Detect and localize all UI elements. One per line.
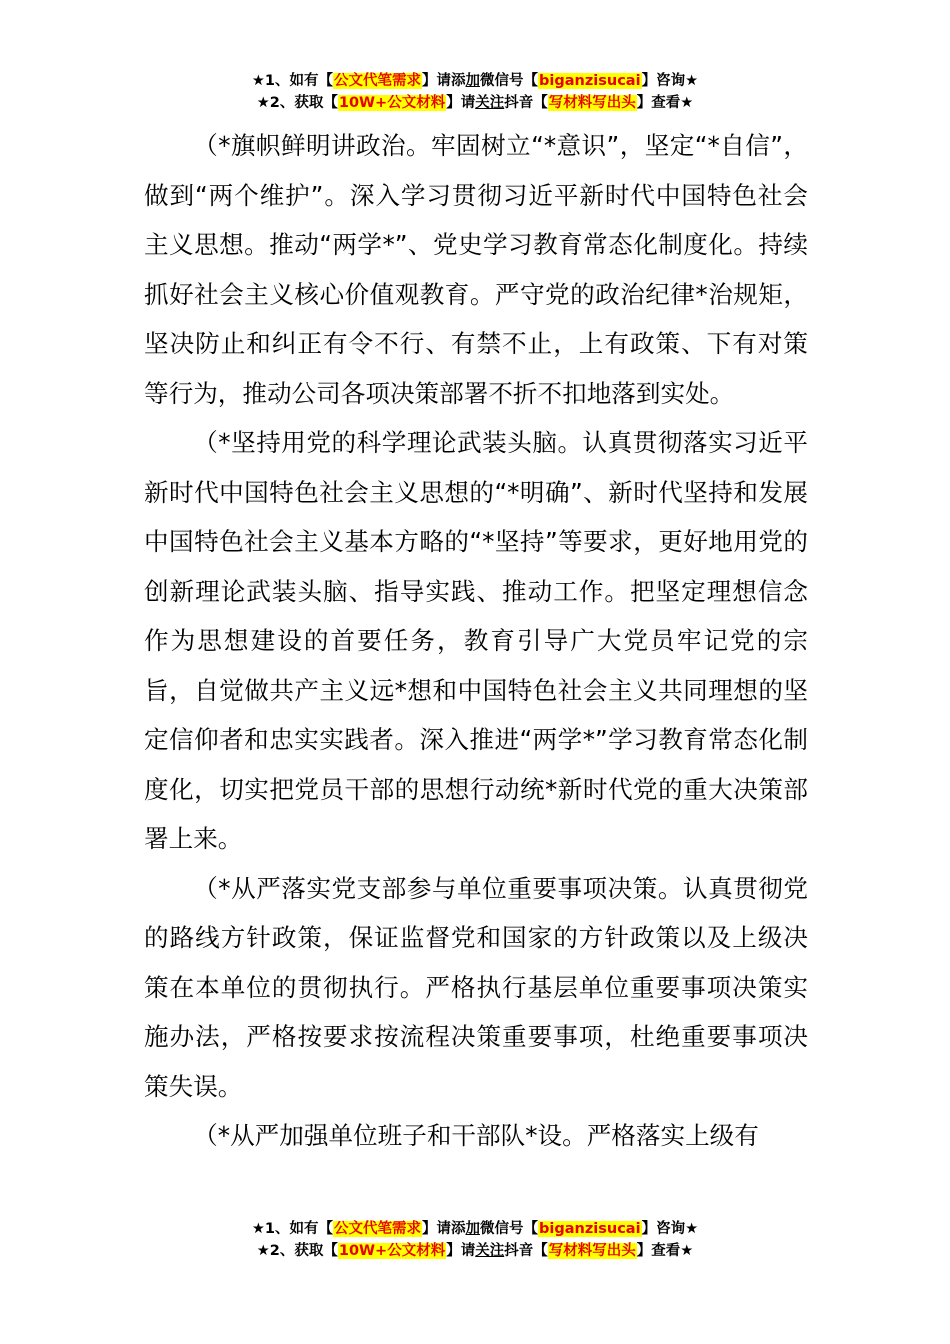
paragraph: （*旗帜鲜明讲政治。牢固树立“*意识”，坚定“*自信”，做到“两个维护”。深入学习贯彻习近平新时代中国特色社会主义思想。推动“两学*”、党史学习教育常态化制度化。持续抓好社会主义核心价值观教育。严守党的政治纪律*治规矩，坚决防止和纠正有令不行、有禁不止，上有政策、下有对策等行为，推动公司各项决策部署不折不扣地落到实处。 (144, 131, 808, 408)
banner-line-2 (0, 1240, 950, 1262)
banner-text: 】请 (446, 95, 476, 111)
banner-line-1 (0, 1218, 950, 1240)
document-body (144, 121, 808, 1161)
banner-underline: 加 (465, 1221, 481, 1237)
banner-highlight: 10W+公文材料 (338, 95, 446, 111)
banner-highlight: 写材料写出头 (548, 95, 636, 111)
banner-underline: 关注 (475, 1243, 505, 1259)
banner-text: 】咨询★ (641, 73, 699, 89)
banner-text: ★1、如有【 (251, 73, 334, 89)
paragraph: （*坚持用党的科学理论武装头脑。认真贯彻落实习近平新时代中国特色社会主义思想的“*明确”、新时代坚持和发展中国特色社会主义基本方略的“*坚持”等要求，更好地用党的创新理论武装头脑、指导实践、推动工作。把坚定理想信念作为思想建设的首要任务，教育引导广大党员牢记党的宗旨，自觉做共产主义远*想和中国特色社会主义共同理想的坚定信仰者和忠实实践者。深入推进“两学*”学习教育常态化制度化，切实把党员干部的思想行动统*新时代党的重大决策部署上来。 (144, 428, 808, 853)
banner-text: 微信号【 (480, 73, 539, 89)
banner-text: ★2、获取【 (256, 1243, 338, 1259)
footer-banner (0, 1218, 950, 1262)
banner-text: 】请 (446, 1243, 476, 1259)
banner-highlight: 公文代笔需求 (334, 73, 422, 89)
banner-underline: 加 (465, 73, 481, 89)
banner-highlight: biganzisucai (539, 1221, 641, 1237)
banner-line-1 (0, 70, 950, 92)
banner-highlight: 10W+公文材料 (338, 1243, 446, 1259)
banner-line-2 (0, 92, 950, 114)
banner-text: 抖音【 (504, 95, 548, 111)
banner-highlight: biganzisucai (539, 73, 641, 89)
header-banner (0, 70, 950, 114)
banner-text: 微信号【 (480, 1221, 539, 1237)
banner-text: ★1、如有【 (251, 1221, 334, 1237)
banner-text: 抖音【 (504, 1243, 548, 1259)
banner-underline: 关注 (475, 95, 505, 111)
banner-text: 】查看★ (636, 1243, 694, 1259)
banner-text: 】查看★ (636, 95, 694, 111)
banner-text: ★2、获取【 (256, 95, 338, 111)
banner-highlight: 写材料写出头 (548, 1243, 636, 1259)
paragraph: （*从严加强单位班子和干部队*设。严格落实上级有 (193, 1121, 759, 1150)
paragraph: （*从严落实党支部参与单位重要事项决策。认真贯彻党的路线方针政策，保证监督党和国家的方针政策以及上级决策在本单位的贯彻执行。严格执行基层单位重要事项决策实施办法，严格按要求按流程决策重要事项，杜绝重要事项决策失误。 (144, 873, 808, 1101)
banner-highlight: 公文代笔需求 (334, 1221, 422, 1237)
banner-text: 】请添 (422, 73, 466, 89)
banner-text: 】请添 (422, 1221, 466, 1237)
banner-text: 】咨询★ (641, 1221, 699, 1237)
